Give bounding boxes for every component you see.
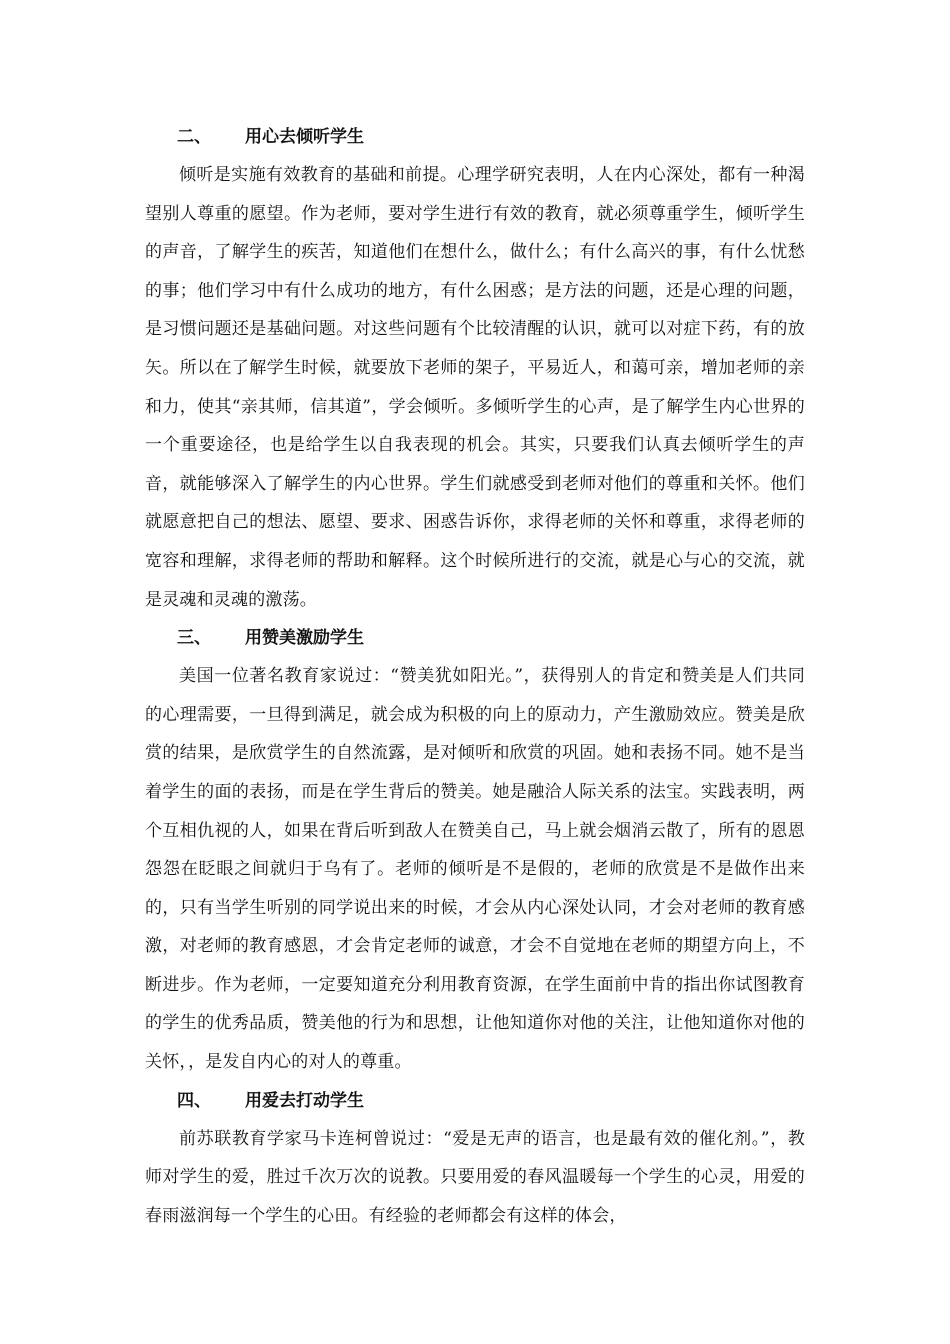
section-number: 二、 [177,127,211,147]
section-number: 四、 [177,1090,211,1111]
document-page [145,118,805,1235]
section-title: 用心去倾听学生 [245,127,364,147]
section-paragraph-2: 倾听是实施有效教育的基础和前提。心理学研究表明，人在内心深处，都有一种渴望别人尊重的愿望。作为老师，要对学生进行有效的教育，就必须尊重学生，倾听学生的声音，了解学生的疾苦，知道他们在想什么，做什么；有什么高兴的事，有什么忧愁的事；他们学习中有什么成功的地方，有什么困惑；是方法的问题，还是心理的问题，是习惯问题还是基础问题。对这些问题有个比较清醒的认识，就可以对症下药，有的放矢。所以在了解学生时候，就要放下老师的架子，平易近人，和蔼可亲，增加老师的亲和力，使其“亲其师，信其道”，学会倾听。多倾听学生的心声，是了解学生内心世界的一个重要途径，也是给学生以自我表现的机会。其实，只要我们认真去倾听学生的声音，就能够深入了解学生的内心世界。学生们就感受到老师对他们的尊重和关怀。他们就愿意把自己的想法、愿望、要求、困惑告诉你，求得老师的关怀和尊重，求得老师的宽容和理解，求得老师的帮助和解释。这个时候所进行的交流，就是心与心的交流，就是灵魂和灵魂的激荡。 [145,165,805,610]
section-heading-4 [145,1082,805,1120]
section-heading-3 [145,619,805,657]
section-paragraph-3: 美国一位著名教育家说过：“赞美犹如阳光。”，获得别人的肯定和赞美是人们共同的心理需要，一旦得到满足，就会成为积极的向上的原动力，产生激励效应。赞美是欣赏的结果，是欣赏学生的自然流露，是对倾听和欣赏的巩固。她和表扬不同。她不是当着学生的面的表扬，而是在学生背后的赞美。她是融洽人际关系的法宝。实践表明，两个互相仇视的人，如果在背后听到敌人在赞美自己，马上就会烟消云散了，所有的恩恩怨怨在眨眼之间就归于乌有了。老师的倾听是不是假的，老师的欣赏是不是做作出来的，只有当学生听别的同学说出来的时候，才会从内心深处认同，才会对老师的教育感激，对老师的教育感恩，才会肯定老师的诚意，才会不自觉地在老师的期望方向上，不断进步。作为老师，一定要知道充分利用教育资源，在学生面前中肯的指出你试图教育的学生的优秀品质，赞美他的行为和思想，让他知道你对他的关注，让他知道你对他的关怀，，是发自内心的对人的尊重。 [145,666,805,1073]
section-heading-2 [145,118,805,156]
section-title: 用赞美激励学生 [245,628,364,649]
section-number: 三、 [177,628,211,649]
section-paragraph-4: 前苏联教育学家马卡连柯曾说过：“爱是无声的语言，也是最有效的催化剂。”，教师对学生的爱，胜过千次万次的说教。只要用爱的春风温暖每一个学生的心灵，用爱的春雨滋润每一个学生的心田。有经验的老师都会有这样的体会， [145,1128,805,1226]
section-title: 用爱去打动学生 [245,1090,364,1111]
